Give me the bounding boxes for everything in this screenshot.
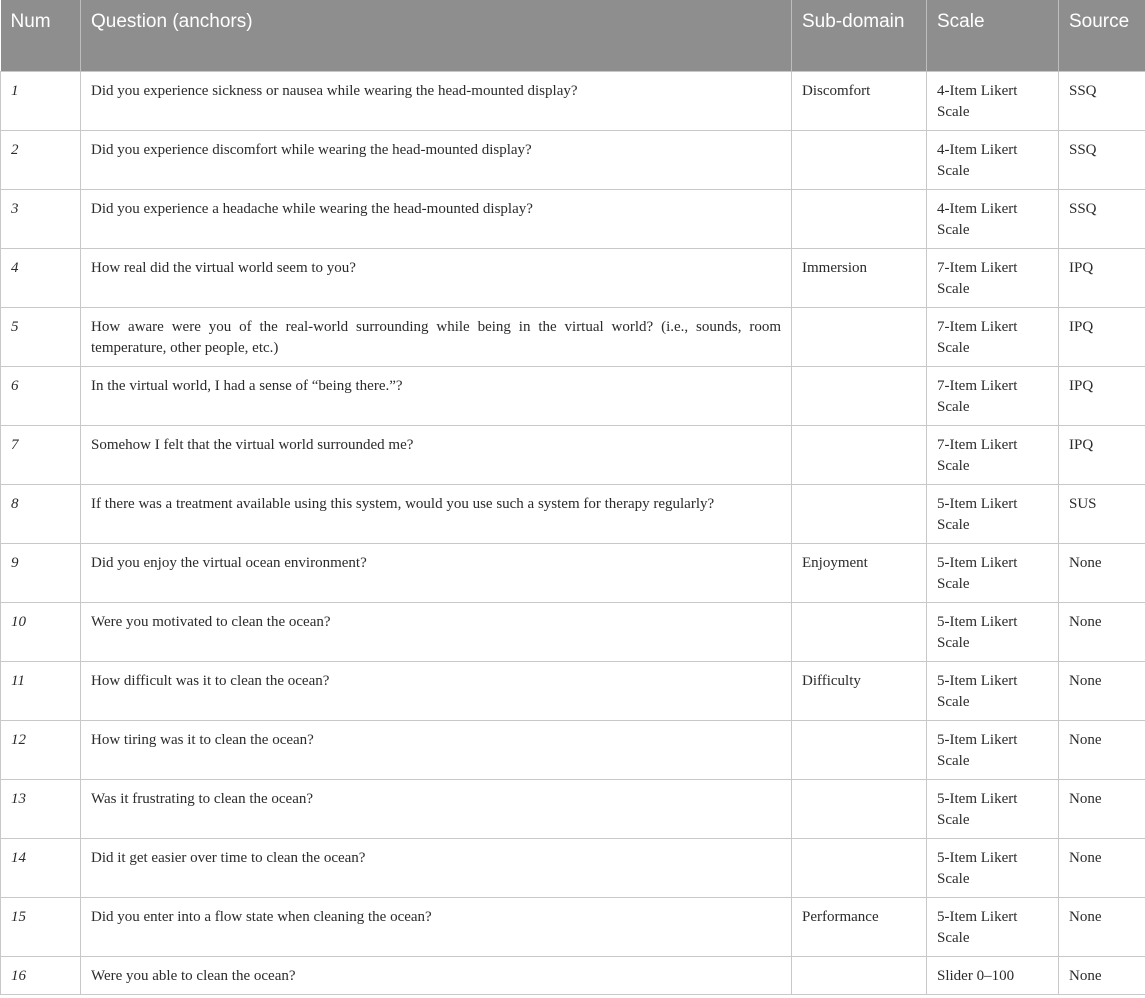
cell-source: SSQ xyxy=(1059,130,1145,189)
cell-question: Did it get easier over time to clean the ocean? xyxy=(81,838,792,897)
cell-subdomain xyxy=(792,779,927,838)
cell-question: Somehow I felt that the virtual world surrounded me? xyxy=(81,425,792,484)
cell-question: Were you able to clean the ocean? xyxy=(81,956,792,994)
cell-scale: 7-Item Likert Scale xyxy=(927,366,1059,425)
cell-num: 3 xyxy=(1,189,81,248)
cell-scale: 5-Item Likert Scale xyxy=(927,543,1059,602)
cell-source: None xyxy=(1059,897,1145,956)
cell-scale: 4-Item Likert Scale xyxy=(927,71,1059,130)
cell-num: 13 xyxy=(1,779,81,838)
cell-num: 12 xyxy=(1,720,81,779)
table-row xyxy=(1,71,1145,130)
cell-question: How real did the virtual world seem to you? xyxy=(81,248,792,307)
cell-source: SUS xyxy=(1059,484,1145,543)
cell-source: None xyxy=(1059,720,1145,779)
cell-num: 7 xyxy=(1,425,81,484)
header-question: Question (anchors) xyxy=(81,0,792,71)
table-row xyxy=(1,307,1145,366)
cell-source: IPQ xyxy=(1059,307,1145,366)
table-row xyxy=(1,897,1145,956)
table-row xyxy=(1,248,1145,307)
cell-source: IPQ xyxy=(1059,425,1145,484)
cell-scale: 5-Item Likert Scale xyxy=(927,720,1059,779)
cell-question: Did you experience sickness or nausea while wearing the head-mounted display? xyxy=(81,71,792,130)
cell-subdomain xyxy=(792,366,927,425)
cell-scale: 5-Item Likert Scale xyxy=(927,779,1059,838)
cell-num: 11 xyxy=(1,661,81,720)
cell-num: 15 xyxy=(1,897,81,956)
cell-num: 2 xyxy=(1,130,81,189)
cell-scale: 5-Item Likert Scale xyxy=(927,838,1059,897)
cell-subdomain xyxy=(792,189,927,248)
cell-question: Were you motivated to clean the ocean? xyxy=(81,602,792,661)
table-body xyxy=(1,71,1145,994)
table-row xyxy=(1,661,1145,720)
table-row xyxy=(1,543,1145,602)
cell-source: IPQ xyxy=(1059,366,1145,425)
cell-subdomain xyxy=(792,602,927,661)
cell-scale: 5-Item Likert Scale xyxy=(927,897,1059,956)
cell-source: IPQ xyxy=(1059,248,1145,307)
cell-question: How difficult was it to clean the ocean? xyxy=(81,661,792,720)
cell-subdomain: Discomfort xyxy=(792,71,927,130)
table-row xyxy=(1,779,1145,838)
cell-num: 14 xyxy=(1,838,81,897)
cell-source: None xyxy=(1059,956,1145,994)
cell-num: 1 xyxy=(1,71,81,130)
header-num: Num xyxy=(1,0,81,71)
cell-subdomain xyxy=(792,838,927,897)
table-row xyxy=(1,189,1145,248)
header-row xyxy=(1,0,1145,71)
cell-scale: 4-Item Likert Scale xyxy=(927,130,1059,189)
table-row xyxy=(1,838,1145,897)
cell-subdomain xyxy=(792,720,927,779)
cell-scale: 4-Item Likert Scale xyxy=(927,189,1059,248)
cell-num: 6 xyxy=(1,366,81,425)
cell-scale: 5-Item Likert Scale xyxy=(927,661,1059,720)
table-row xyxy=(1,720,1145,779)
cell-question: Did you experience discomfort while wearing the head-mounted display? xyxy=(81,130,792,189)
cell-subdomain xyxy=(792,956,927,994)
table-row xyxy=(1,130,1145,189)
cell-scale: 7-Item Likert Scale xyxy=(927,307,1059,366)
cell-num: 4 xyxy=(1,248,81,307)
header-subdomain: Sub-domain xyxy=(792,0,927,71)
cell-source: None xyxy=(1059,602,1145,661)
cell-question: If there was a treatment available using this system, would you use such a system for therapy regularly? xyxy=(81,484,792,543)
cell-scale: 7-Item Likert Scale xyxy=(927,248,1059,307)
table-row xyxy=(1,484,1145,543)
cell-num: 10 xyxy=(1,602,81,661)
cell-subdomain: Immersion xyxy=(792,248,927,307)
header-source: Source xyxy=(1059,0,1145,71)
table-row xyxy=(1,425,1145,484)
cell-num: 5 xyxy=(1,307,81,366)
cell-subdomain xyxy=(792,484,927,543)
cell-subdomain: Performance xyxy=(792,897,927,956)
cell-subdomain xyxy=(792,425,927,484)
cell-subdomain: Difficulty xyxy=(792,661,927,720)
table-row xyxy=(1,602,1145,661)
cell-question: Did you enjoy the virtual ocean environment? xyxy=(81,543,792,602)
cell-subdomain xyxy=(792,307,927,366)
cell-source: None xyxy=(1059,779,1145,838)
cell-question: How tiring was it to clean the ocean? xyxy=(81,720,792,779)
cell-source: SSQ xyxy=(1059,189,1145,248)
table-row xyxy=(1,366,1145,425)
cell-source: None xyxy=(1059,543,1145,602)
cell-num: 9 xyxy=(1,543,81,602)
cell-source: None xyxy=(1059,838,1145,897)
cell-question: Did you experience a headache while wearing the head-mounted display? xyxy=(81,189,792,248)
cell-question: How aware were you of the real-world surrounding while being in the virtual world? (i.e., sounds, room temperature, other people, etc.) xyxy=(81,307,792,366)
cell-scale: 5-Item Likert Scale xyxy=(927,484,1059,543)
cell-question: Was it frustrating to clean the ocean? xyxy=(81,779,792,838)
cell-scale: Slider 0–100 xyxy=(927,956,1059,994)
cell-source: SSQ xyxy=(1059,71,1145,130)
cell-question: Did you enter into a flow state when cleaning the ocean? xyxy=(81,897,792,956)
cell-question: In the virtual world, I had a sense of “being there.”? xyxy=(81,366,792,425)
cell-subdomain xyxy=(792,130,927,189)
header-scale: Scale xyxy=(927,0,1059,71)
cell-scale: 5-Item Likert Scale xyxy=(927,602,1059,661)
table-row xyxy=(1,956,1145,994)
cell-source: None xyxy=(1059,661,1145,720)
cell-num: 8 xyxy=(1,484,81,543)
cell-subdomain: Enjoyment xyxy=(792,543,927,602)
cell-scale: 7-Item Likert Scale xyxy=(927,425,1059,484)
cell-num: 16 xyxy=(1,956,81,994)
